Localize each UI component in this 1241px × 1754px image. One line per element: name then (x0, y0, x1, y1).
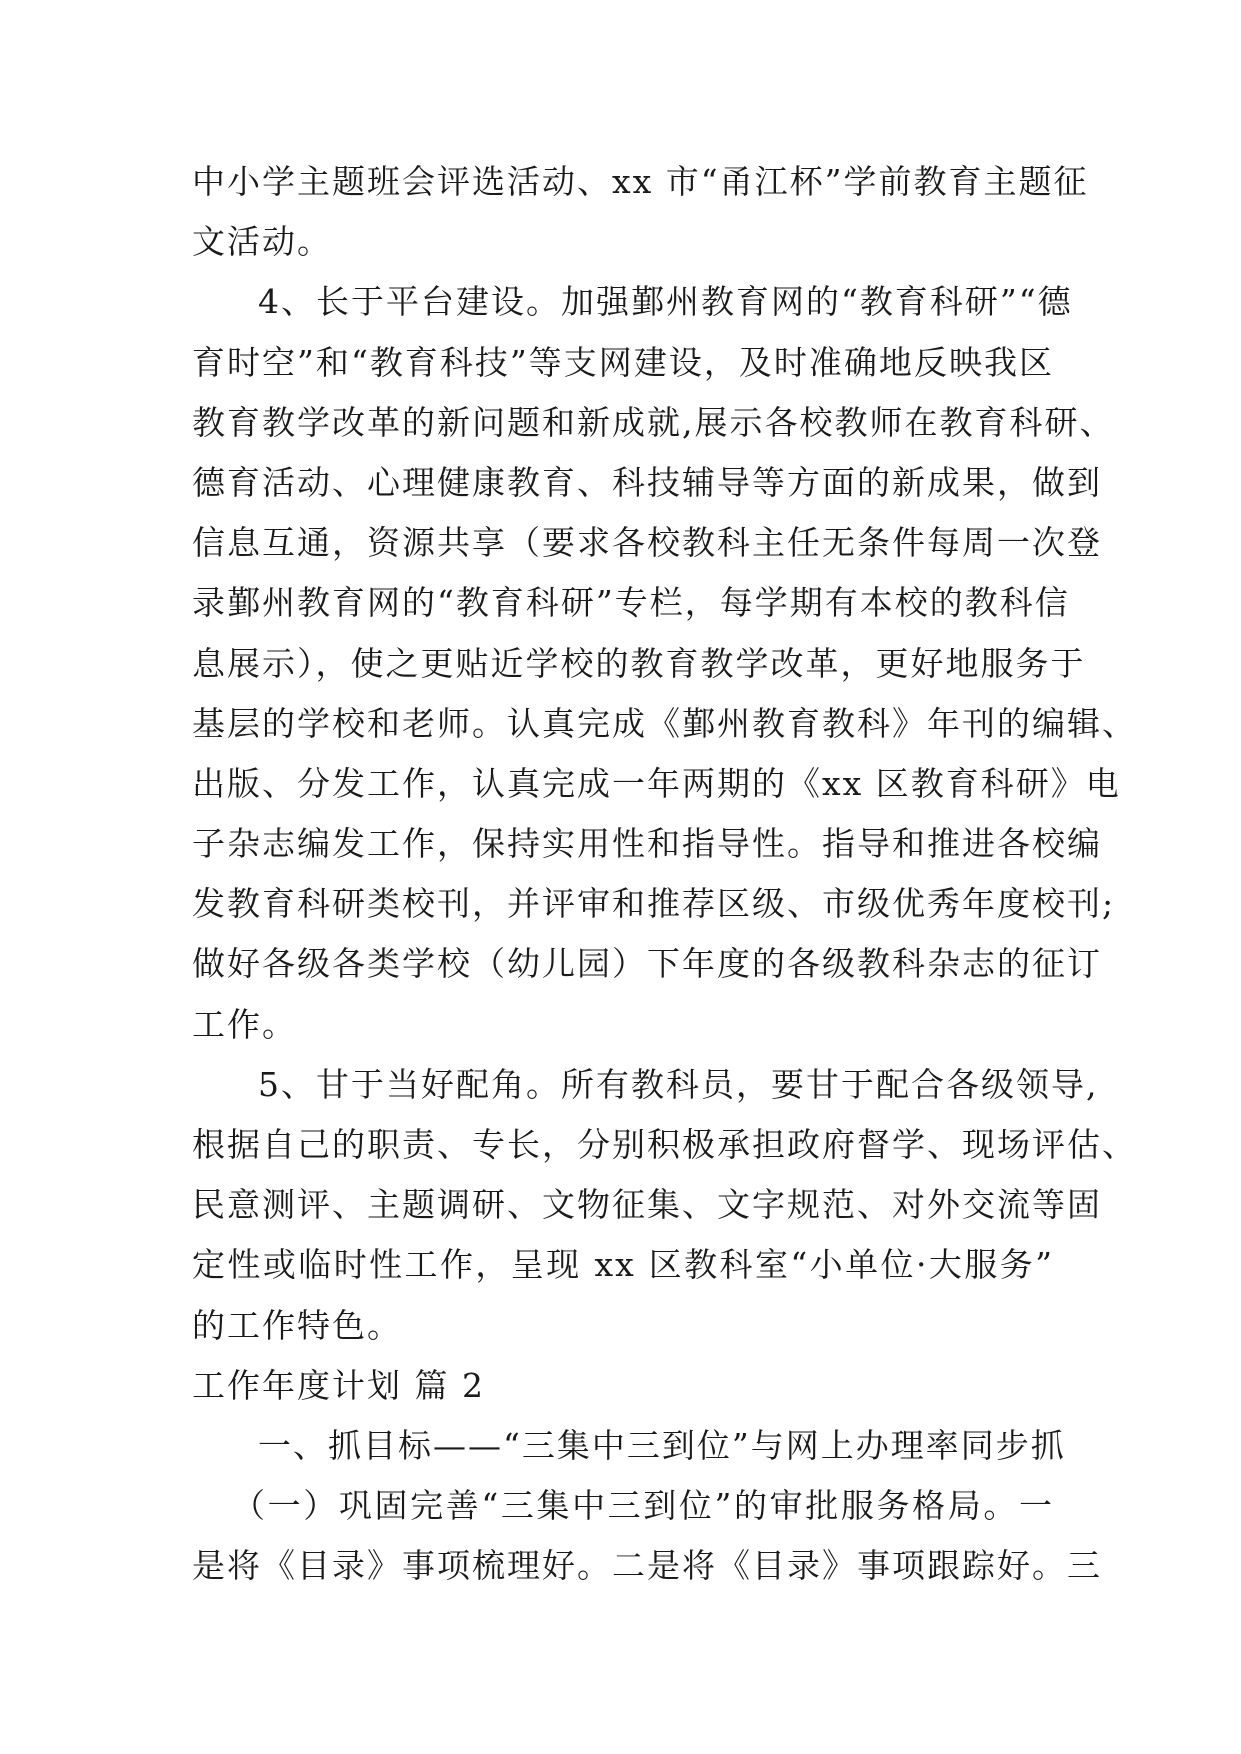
text-line: 基层的学校和老师。认真完成《鄞州教育教科》年刊的编辑、 (192, 703, 1137, 743)
text-line: 的工作特色。 (192, 1305, 402, 1345)
text-line: （一）巩固完善“三集中三到位”的审批服务格局。一 (232, 1486, 1054, 1526)
text-line: 做好各级各类学校（幼儿园）下年度的各级教科杂志的征订 (192, 944, 1102, 984)
text-line: 一、抓目标——“三集中三到位”与网上办理率同步抓 (258, 1425, 1066, 1465)
text-line: 发教育科研类校刊，并评审和推荐区级、市级优秀年度校刊; (192, 884, 1116, 924)
text-line: 信息互通，资源共享（要求各校教科主任无条件每周一次登 (192, 523, 1102, 563)
text-line: 录鄞州教育网的“教育科研”专栏，每学期有本校的教科信 (192, 583, 1070, 623)
text-line: 工作年度计划 篇 2 (192, 1365, 485, 1405)
text-line: 文活动。 (192, 222, 332, 262)
text-line: 教育教学改革的新问题和新成就,展示各校教师在教育科研、 (192, 402, 1115, 442)
text-line: 德育活动、心理健康教育、科技辅导等方面的新成果，做到 (192, 462, 1102, 502)
text-line: 5、甘于当好配角。所有教科员，要甘于配合各级领导, (258, 1064, 1099, 1104)
text-line: 是将《目录》事项梳理好。二是将《目录》事项跟踪好。三 (192, 1546, 1102, 1586)
text-line: 4、长于平台建设。加强鄞州教育网的“教育科研”“德 (258, 282, 1073, 322)
text-line: 子杂志编发工作，保持实用性和指导性。指导和推进各校编 (192, 824, 1102, 864)
text-line: 育时空”和“教育科技”等支网建设，及时准确地反映我区 (192, 342, 1054, 382)
text-line: 息展示），使之更贴近学校的教育教学改革，更好地服务于 (192, 643, 1086, 683)
text-line: 出版、分发工作，认真完成一年两期的《xx 区教育科研》电 (192, 763, 1121, 803)
text-line: 根据自己的职责、专长，分别积极承担政府督学、现场评估、 (192, 1125, 1137, 1164)
text-line: 工作。 (192, 1004, 297, 1044)
text-line: 定性或临时性工作，呈现 xx 区教科室“小单位·大服务” (192, 1245, 1054, 1285)
text-line: 民意测评、主题调研、文物征集、文字规范、对外交流等固 (192, 1185, 1102, 1225)
document-body (192, 152, 1137, 1597)
text-line: 中小学主题班会评选活动、xx 市“甬江杯”学前教育主题征 (192, 162, 1089, 201)
